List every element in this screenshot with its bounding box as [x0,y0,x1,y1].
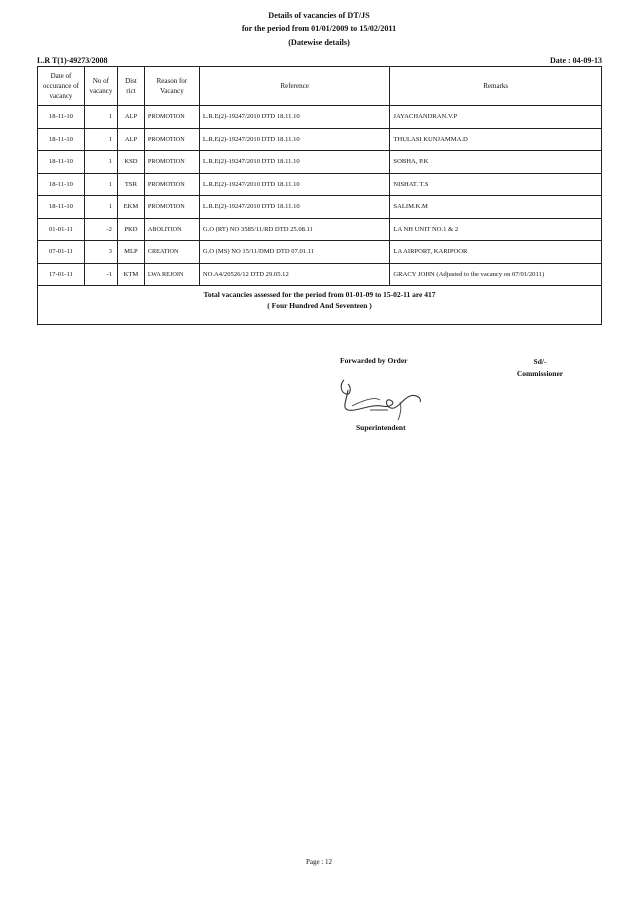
cell-reason: PROMOTION [144,106,199,129]
total-row [38,286,602,325]
cell-district: EKM [117,196,144,219]
title-line-2: for the period from 01/01/2009 to 15/02/2011 [241,24,397,33]
cell-reason: PROMOTION [144,196,199,219]
cell-date: 18-11-10 [38,173,85,196]
cell-no-of-vacancy: -2 [84,218,117,241]
cell-no-of-vacancy: 1 [84,173,117,196]
page-number: Page : 12 [305,858,333,866]
total-text: Total vacancies assessed for the period from 01-01-09 to 15-02-11 are 417 [203,290,436,299]
cell-date: 07-01-11 [38,241,85,264]
table-row [38,173,602,196]
cell-reference: L.R.E(2)-19247/2010 DTD 18.11.10 [199,106,390,129]
cell-reason: PROMOTION [144,151,199,174]
cell-date: 18-11-10 [38,196,85,219]
col-no-of-vacancy: No of vacancy [84,67,117,106]
cell-reference: L.R.E(2)-19247/2010 DTD 18.11.10 [199,128,390,151]
cell-district: PKD [117,218,144,241]
cell-reference: L.R.E(2)-19247/2010 DTD 18.11.10 [199,173,390,196]
cell-remarks: SALIM.K.M [390,196,602,219]
sd-mark: Sd/- [533,357,547,366]
cell-remarks: LA AIRPORT, KARIPOOR [390,241,602,264]
col-reference: Reference [199,67,390,106]
cell-remarks: NISHAT. T.S [390,173,602,196]
cell-reference: L.R.E(2)-19247/2010 DTD 18.11.10 [199,151,390,174]
cell-no-of-vacancy: -1 [84,263,117,286]
file-reference: L.R T(1)-49273/2008 [37,56,108,65]
reference-line [37,56,602,65]
cell-remarks: THULASI KUNJAMMA.D [390,128,602,151]
total-cell [38,286,602,325]
table-row [38,241,602,264]
forwarded-by-order: Forwarded by Order [340,356,408,365]
col-remarks: Remarks [390,67,602,106]
cell-remarks: JAYACHANDRAN.V.P [390,106,602,129]
commissioner-label: Commissioner [516,369,564,378]
cell-district: KSD [117,151,144,174]
col-district: Dist rict [117,67,144,106]
cell-district: ALP [117,128,144,151]
signature-image [330,372,430,424]
cell-reason: ABOLITION [144,218,199,241]
cell-district: ALP [117,106,144,129]
superintendent-label: Superintendent [356,423,406,432]
total-words: ( Four Hundred And Seventeen ) [267,301,372,310]
cell-date: 18-11-10 [38,106,85,129]
cell-reference: G.O (MS) NO 15/11/DMD DTD 07.01.11 [199,241,390,264]
cell-remarks: GRACY JOHN (Adjusted to the vacancy on 07/01/2011) [390,263,602,286]
table-row [38,263,602,286]
cell-district: TSR [117,173,144,196]
cell-no-of-vacancy: 3 [84,241,117,264]
table-row [38,151,602,174]
cell-no-of-vacancy: 1 [84,196,117,219]
table-row [38,128,602,151]
commissioner-block [505,356,575,380]
cell-reference: G.O (RT) NO 3585/11/RD DTD 25.08.11 [199,218,390,241]
cell-no-of-vacancy: 1 [84,106,117,129]
title-line-1: Details of vacancies of DT/JS [268,11,370,20]
cell-reference: NO.A4/20526/12 DTD 29.05.12 [199,263,390,286]
cell-reason: CREATION [144,241,199,264]
cell-no-of-vacancy: 1 [84,151,117,174]
table-row [38,196,602,219]
table-row [38,106,602,129]
col-date: Date of occurance of vacancy [38,67,85,106]
vacancy-table [37,66,602,325]
cell-no-of-vacancy: 1 [84,128,117,151]
title-line-3: (Datewise details) [288,38,350,47]
table-row [38,218,602,241]
cell-date: 17-01-11 [38,263,85,286]
cell-reason: PROMOTION [144,128,199,151]
cell-remarks: SOBHA, P.K [390,151,602,174]
cell-reason: PROMOTION [144,173,199,196]
cell-district: KTM [117,263,144,286]
cell-date: 01-01-11 [38,218,85,241]
table-header-row [38,67,602,106]
cell-remarks: LA NH UNIT NO.1 & 2 [390,218,602,241]
cell-reason: LWA REJOIN [144,263,199,286]
cell-date: 18-11-10 [38,128,85,151]
cell-date: 18-11-10 [38,151,85,174]
document-date: Date : 04-09-13 [550,56,602,65]
cell-reference: L.R.E(2)-19247/2010 DTD 18.11.10 [199,196,390,219]
cell-district: MLP [117,241,144,264]
col-reason: Reason for Vacancy [144,67,199,106]
